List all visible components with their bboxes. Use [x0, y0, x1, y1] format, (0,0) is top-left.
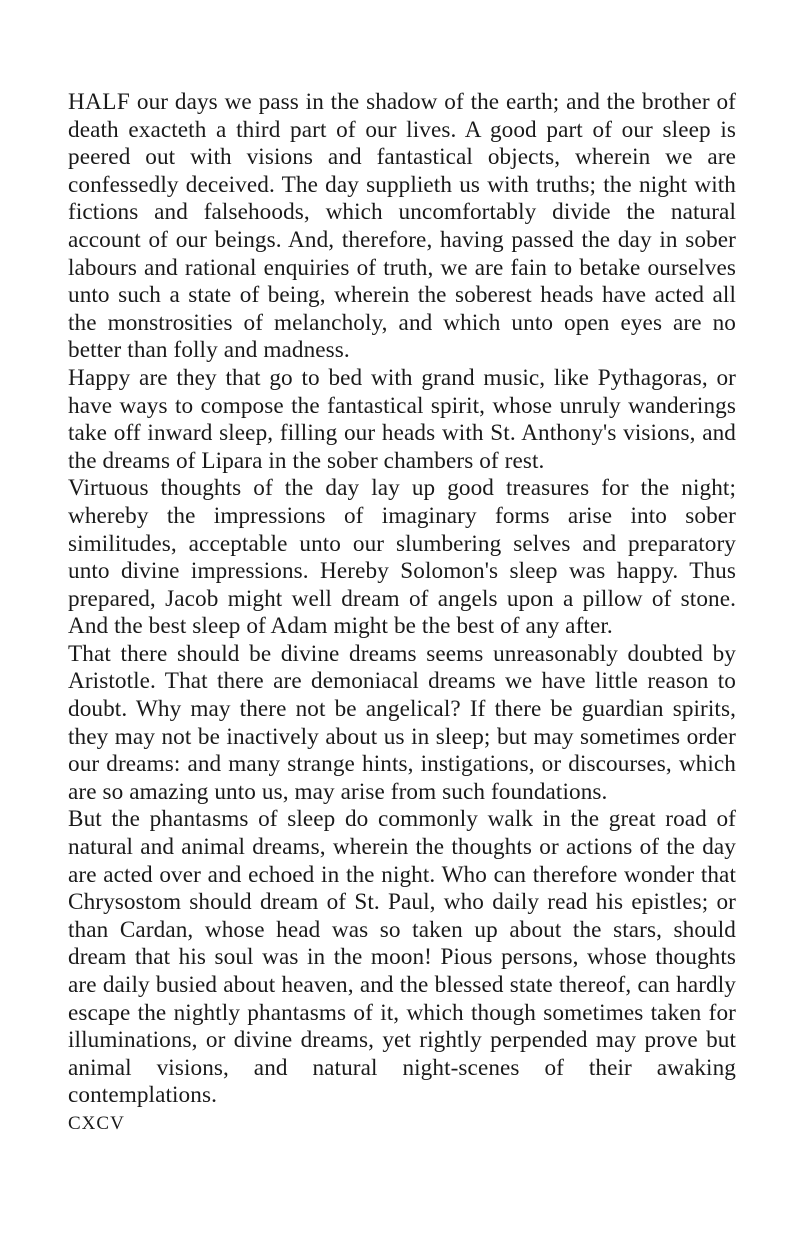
paragraph-1-text: our days we pass in the shadow of the earth; and the brother of death exacteth a third part of our lives. A good part of our sleep is peered out with visions and fantastical objects, wherein we are confessedly deceived. The day supplieth us with truths; the night with fictions and falsehoods, which uncomfortably divide the natural account of our beings. And, therefore, having passed the day in sober labours and rational enquiries of truth, we are fain to betake ourselves unto such a state of being, wherein the soberest heads have acted all the monstrosities of melancholy, and which unto open eyes are no better than folly and madness. [68, 89, 736, 364]
page-number: CXCV [68, 1112, 125, 1134]
paragraph-3: Virtuous thoughts of the day lay up good treasures for the night; whereby the impressions of imaginary forms arise into sober similitudes, acceptable unto our slumbering selves and preparatory unto divine impressions. Hereby Solomon's sleep was happy. Thus prepared, Jacob might well dream of angels upon a pillow of stone. And the best sleep of Adam might be the best of any after. [68, 475, 736, 640]
paragraph-5: But the phantasms of sleep do commonly walk in the great road of natural and animal dreams, wherein the thoughts or actions of the day are acted over and echoed in the night. Who can therefore wonder that Chrysostom should dream of St. Paul, who daily read his epistles; or than Cardan, whose head was so taken up about the stars, should dream that his soul was in the moon! Pious persons, whose thoughts are daily busied about heaven, and the blessed state thereof, can hardly escape the nightly phantasms of it, which though sometimes taken for illuminations, or divine dreams, yet rightly perpended may prove but animal visions, and natural night-scenes of their awaking contemplations. [68, 806, 736, 1109]
essay-text [68, 89, 736, 1138]
paragraph-1 [68, 89, 736, 365]
paragraph-4: That there should be divine dreams seems unreasonably doubted by Aristotle. That there are demoniacal dreams we have little reason to doubt. Why may there not be angelical? If there be guardian spirits, they may not be inactively about us in sleep; but may sometimes order our dreams: and many strange hints, instigations, or discourses, which are so amazing unto us, may arise from such foundations. [68, 640, 736, 805]
paragraph-2: Happy are they that go to bed with grand music, like Pythagoras, or have ways to compose the fantastical spirit, whose unruly wanderings take off inward sleep, filling our heads with St. Anthony's visions, and the dreams of Lipara in the sober chambers of rest. [68, 364, 736, 474]
lead-word: HALF [68, 89, 131, 115]
